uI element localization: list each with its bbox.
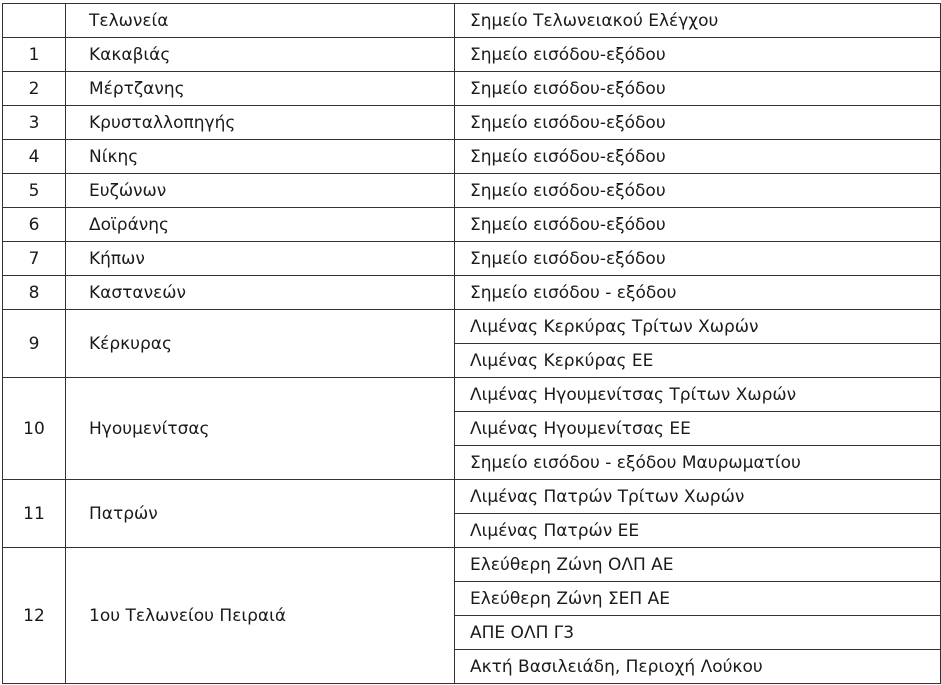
customs-office-name: Καστανεών: [66, 276, 455, 310]
control-point-name: Σημείο εισόδου-εξόδου: [455, 174, 941, 208]
row-number: 3: [3, 106, 66, 140]
header-number: [3, 4, 66, 38]
control-point-name: Ελεύθερη Ζώνη ΟΛΠ ΑΕ: [455, 548, 941, 582]
control-point-name: Σημείο εισόδου - εξόδου Μαυρωματίου: [455, 446, 941, 480]
control-point-name: Σημείο εισόδου-εξόδου: [455, 140, 941, 174]
customs-office-name: 1ου Τελωνείου Πειραιά: [66, 548, 455, 684]
row-number: 12: [3, 548, 66, 684]
control-point-name: Σημείο εισόδου - εξόδου: [455, 276, 941, 310]
row-number: 9: [3, 310, 66, 378]
customs-office-name: Ευζώνων: [66, 174, 455, 208]
header-control-point: Σημείο Τελωνειακού Ελέγχου: [455, 4, 941, 38]
table-row: [3, 378, 941, 412]
row-number: 4: [3, 140, 66, 174]
row-number: 7: [3, 242, 66, 276]
control-point-name: Σημείο εισόδου-εξόδου: [455, 106, 941, 140]
customs-office-name: Ηγουμενίτσας: [66, 378, 455, 480]
customs-office-name: Μέρτζανης: [66, 72, 455, 106]
control-point-name: Ακτή Βασιλειάδη, Περιοχή Λούκου: [455, 650, 941, 684]
control-point-name: Σημείο εισόδου-εξόδου: [455, 38, 941, 72]
table-row: [3, 208, 941, 242]
customs-office-name: Κακαβιάς: [66, 38, 455, 72]
control-point-name: ΑΠΕ ΟΛΠ Γ3: [455, 616, 941, 650]
row-number: 5: [3, 174, 66, 208]
customs-office-name: Δοϊράνης: [66, 208, 455, 242]
customs-office-name: Κέρκυρας: [66, 310, 455, 378]
control-point-name: Ελεύθερη Ζώνη ΣΕΠ ΑΕ: [455, 582, 941, 616]
customs-offices-table: [2, 3, 941, 684]
customs-office-name: Κρυσταλλοπηγής: [66, 106, 455, 140]
table-row: [3, 72, 941, 106]
row-number: 10: [3, 378, 66, 480]
table-row: [3, 548, 941, 582]
table-row: [3, 276, 941, 310]
row-number: 2: [3, 72, 66, 106]
table-row: [3, 106, 941, 140]
row-number: 1: [3, 38, 66, 72]
table-row: [3, 38, 941, 72]
table-row: [3, 480, 941, 514]
header-customs-office: Τελωνεία: [66, 4, 455, 38]
table-row: [3, 242, 941, 276]
control-point-name: Λιμένας Πατρών ΕΕ: [455, 514, 941, 548]
customs-office-name: Πατρών: [66, 480, 455, 548]
row-number: 6: [3, 208, 66, 242]
control-point-name: Λιμένας Ηγουμενίτσας Τρίτων Χωρών: [455, 378, 941, 412]
table-row: [3, 140, 941, 174]
table-body: [3, 38, 941, 684]
row-number: 11: [3, 480, 66, 548]
control-point-name: Σημείο εισόδου-εξόδου: [455, 208, 941, 242]
control-point-name: Λιμένας Κερκύρας Τρίτων Χωρών: [455, 310, 941, 344]
customs-office-name: Κήπων: [66, 242, 455, 276]
control-point-name: Λιμένας Ηγουμενίτσας ΕΕ: [455, 412, 941, 446]
control-point-name: Λιμένας Πατρών Τρίτων Χωρών: [455, 480, 941, 514]
control-point-name: Σημείο εισόδου-εξόδου: [455, 72, 941, 106]
control-point-name: Σημείο εισόδου-εξόδου: [455, 242, 941, 276]
table-header-row: [3, 4, 941, 38]
table-row: [3, 174, 941, 208]
table-row: [3, 310, 941, 344]
control-point-name: Λιμένας Κερκύρας ΕΕ: [455, 344, 941, 378]
row-number: 8: [3, 276, 66, 310]
customs-office-name: Νίκης: [66, 140, 455, 174]
